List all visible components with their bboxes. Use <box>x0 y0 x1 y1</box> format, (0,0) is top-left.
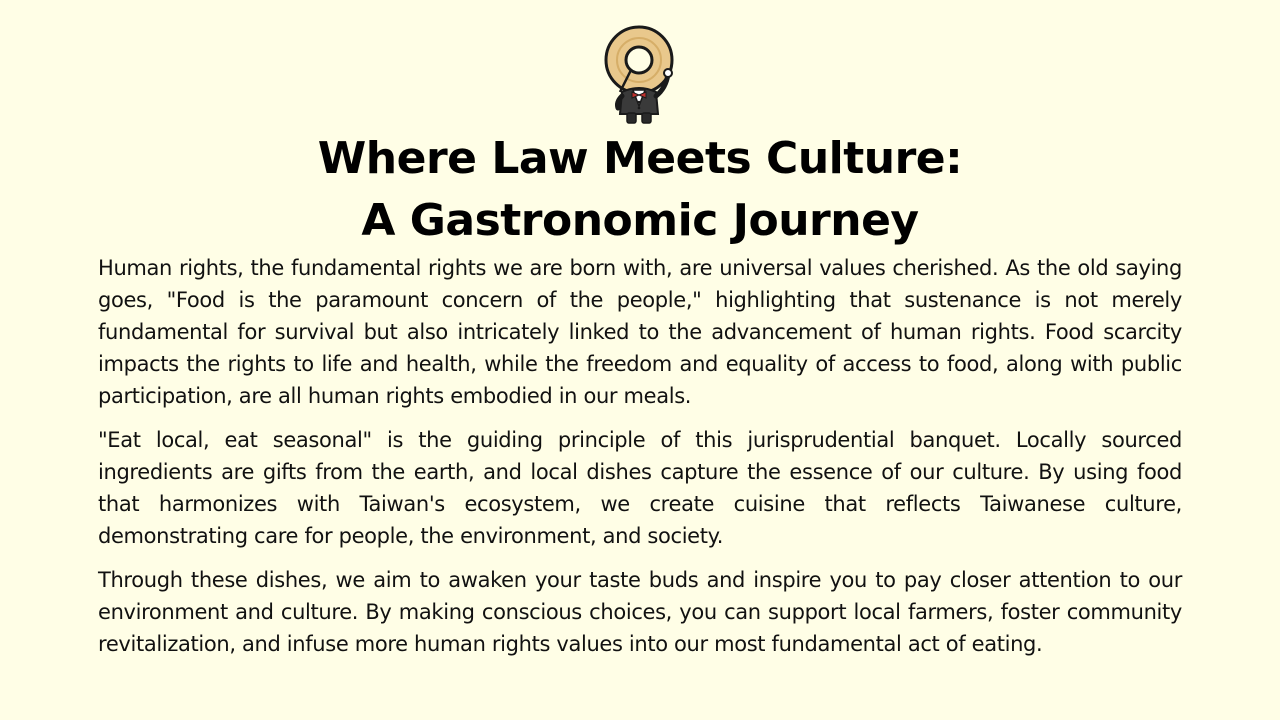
page-title <box>0 128 1280 252</box>
title-line-2: A Gastronomic Journey <box>361 195 919 246</box>
paragraph-human-rights: Human rights, the fundamental rights we are born with, are universal values cherished. As the old saying goes, "Food is the paramount concern of the people," highlighting that sustenance is not merely fundamental for survival but also intricately linked to the advancement of human rights. Food scarcity impacts the rights to life and health, while the freedom and equality of access to food, along with public participation, are all human rights embodied in our meals. <box>98 256 1182 408</box>
donut-mascot-icon <box>598 22 682 126</box>
paragraph-eat-local: "Eat local, eat seasonal" is the guiding principle of this jurisprudential banquet. Locally sourced ingredients are gifts from the earth, and local dishes capture the essence of our culture. By using food that harmonizes with Taiwan's ecosystem, we create cuisine that reflects Taiwanese culture, demonstrating care for people, the environment, and society. <box>98 428 1182 548</box>
title-line-1: Where Law Meets Culture: <box>317 133 963 184</box>
paragraph-conscious-choices: Through these dishes, we aim to awaken your taste buds and inspire you to pay closer attention to our environment and culture. By making conscious choices, you can support local farmers, foster community revitalization, and infuse more human rights values into our most fundamental act of eating. <box>98 568 1182 656</box>
body-text <box>98 252 1182 672</box>
